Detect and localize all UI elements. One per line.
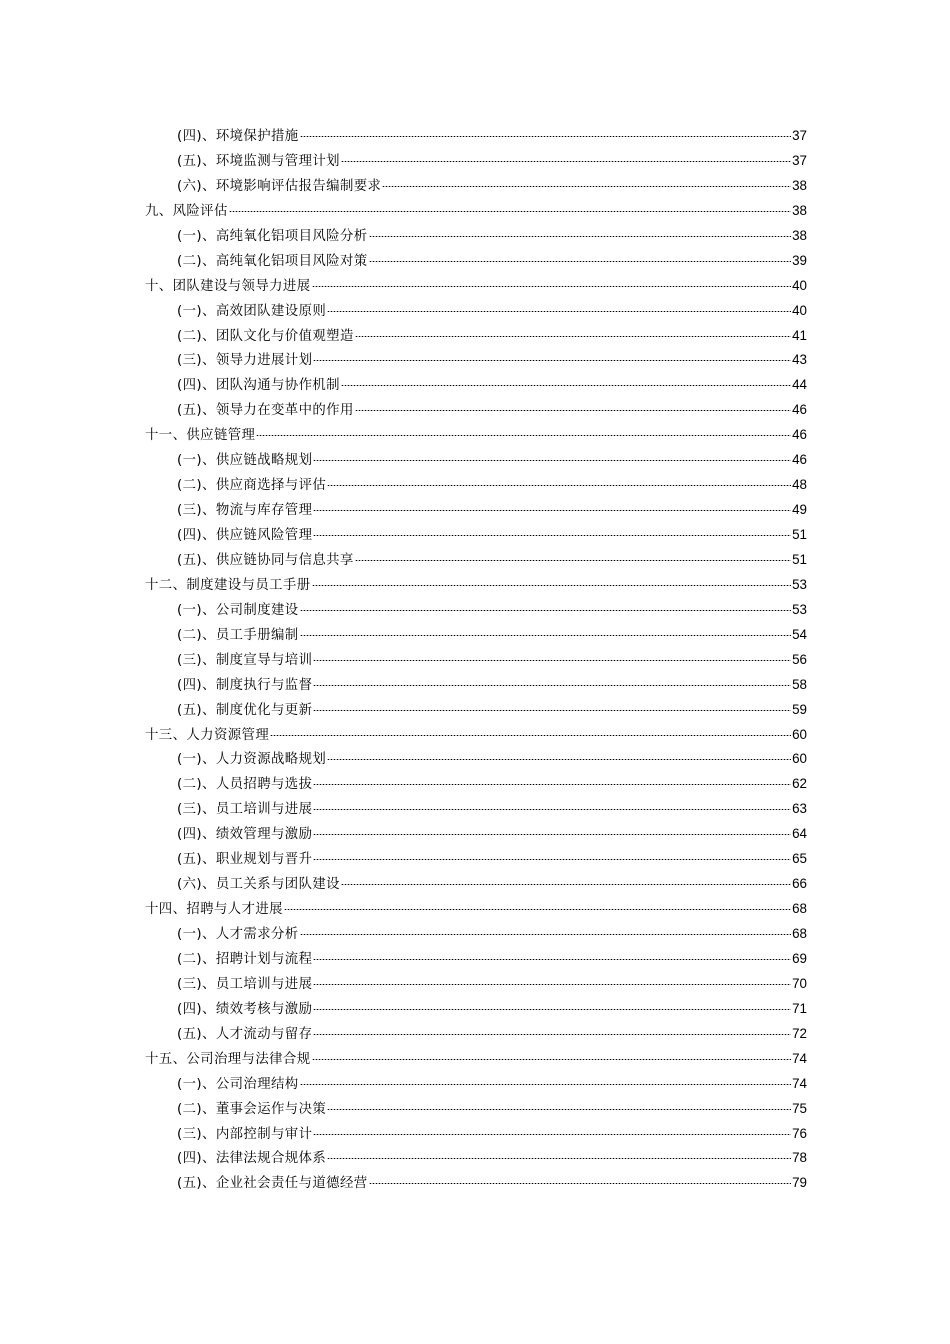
toc-section-entry[interactable]	[145, 348, 807, 373]
toc-dot-leader	[341, 161, 791, 162]
toc-page-number: 53	[792, 576, 807, 592]
toc-page-number: 38	[792, 202, 807, 218]
toc-dot-leader	[355, 336, 791, 337]
toc-section-entry[interactable]	[145, 473, 807, 498]
toc-page-number: 44	[792, 377, 807, 393]
toc-section-entry[interactable]	[145, 1097, 807, 1122]
toc-dot-leader	[256, 435, 791, 436]
toc-entry-title: (五)、人才流动与留存	[177, 1026, 313, 1042]
toc-dot-leader	[382, 186, 791, 187]
toc-section-entry[interactable]	[145, 698, 807, 723]
toc-section-entry[interactable]	[145, 997, 807, 1022]
toc-entry-title: (一)、公司治理结构	[177, 1076, 299, 1092]
toc-entry-title: 十、团队建设与领导力进展	[145, 278, 311, 294]
toc-entry-title: (一)、供应链战略规划	[177, 453, 313, 469]
toc-section-entry[interactable]	[145, 398, 807, 423]
toc-dot-leader	[300, 635, 792, 636]
toc-dot-leader	[327, 759, 791, 760]
toc-dot-leader	[313, 834, 791, 835]
toc-entry-title: (二)、员工手册编制	[177, 627, 299, 643]
toc-dot-leader	[313, 984, 791, 985]
toc-section-entry[interactable]	[145, 1022, 807, 1047]
toc-entry-title: (三)、制度宣导与培训	[177, 652, 313, 668]
toc-section-entry[interactable]	[145, 947, 807, 972]
toc-page-number: 56	[792, 651, 807, 667]
toc-dot-leader	[369, 261, 792, 262]
toc-page-number: 38	[792, 177, 807, 193]
toc-dot-leader	[327, 311, 791, 312]
toc-entry-title: (四)、制度执行与监督	[177, 677, 313, 693]
toc-chapter-entry[interactable]	[145, 897, 807, 922]
toc-entry-title: (四)、法律法规合规体系	[177, 1151, 327, 1167]
toc-section-entry[interactable]	[145, 972, 807, 997]
toc-entry-title: 十三、人力资源管理	[145, 727, 270, 743]
toc-page-number: 53	[792, 601, 807, 617]
toc-page-number: 72	[792, 1025, 807, 1041]
toc-entry-title: (二)、招聘计划与流程	[177, 951, 313, 967]
toc-page-number: 74	[792, 1075, 807, 1091]
toc-dot-leader	[313, 535, 791, 536]
toc-section-entry[interactable]	[145, 747, 807, 772]
toc-chapter-entry[interactable]	[145, 274, 807, 299]
toc-page-number: 37	[792, 128, 807, 143]
toc-entry-title: (三)、物流与库存管理	[177, 503, 313, 519]
toc-page-number: 66	[792, 876, 807, 892]
toc-section-entry[interactable]	[145, 598, 807, 623]
toc-entry-title: (一)、人力资源战略规划	[177, 752, 327, 768]
toc-dot-leader	[369, 236, 792, 237]
toc-entry-title: (四)、团队沟通与协作机制	[177, 378, 340, 394]
toc-page-number: 74	[792, 1050, 807, 1066]
toc-page-number: 63	[792, 801, 807, 817]
toc-page-number: 49	[792, 502, 807, 518]
toc-dot-leader	[312, 585, 792, 586]
toc-dot-leader	[300, 136, 792, 137]
toc-section-entry[interactable]	[145, 847, 807, 872]
toc-page-number: 51	[792, 527, 807, 542]
toc-entry-title: (五)、环境监测与管理计划	[177, 153, 340, 169]
toc-entry-title: 十一、供应链管理	[145, 428, 256, 444]
toc-entry-title: (三)、员工培训与进展	[177, 976, 313, 992]
toc-section-entry[interactable]	[145, 1072, 807, 1097]
toc-page-number: 51	[792, 551, 807, 567]
toc-dot-leader	[284, 909, 791, 910]
toc-section-entry[interactable]	[145, 1171, 807, 1196]
toc-entry-title: (五)、职业规划与晋升	[177, 852, 313, 868]
toc-entry-title: (四)、绩效管理与激励	[177, 827, 313, 843]
toc-entry-title: 十五、公司治理与法律合规	[145, 1051, 311, 1067]
toc-section-entry[interactable]	[145, 922, 807, 947]
toc-section-entry[interactable]	[145, 498, 807, 523]
toc-entry-title: (四)、供应链风险管理	[177, 528, 313, 543]
toc-page-number: 62	[792, 776, 807, 792]
toc-dot-leader	[313, 809, 791, 810]
toc-dot-leader	[341, 884, 791, 885]
toc-section-entry[interactable]	[145, 822, 807, 847]
toc-dot-leader	[313, 685, 791, 686]
toc-entry-title: (二)、高纯氧化铝项目风险对策	[177, 253, 368, 269]
toc-section-entry[interactable]	[145, 548, 807, 573]
toc-page-number: 40	[792, 302, 807, 318]
toc-dot-leader	[313, 360, 791, 361]
toc-chapter-entry[interactable]	[145, 723, 807, 748]
toc-entry-title: (一)、高效团队建设原则	[177, 303, 327, 319]
toc-page-number: 58	[792, 676, 807, 692]
toc-dot-leader	[312, 1059, 792, 1060]
toc-page-number: 71	[792, 1000, 807, 1016]
toc-section-entry[interactable]	[145, 174, 807, 199]
toc-page-number: 75	[792, 1100, 807, 1116]
toc-section-entry[interactable]	[145, 623, 807, 648]
toc-dot-leader	[327, 485, 791, 486]
toc-entry-title: 十四、招聘与人才进展	[145, 902, 283, 918]
toc-section-entry[interactable]	[145, 523, 807, 548]
toc-page-number: 38	[792, 227, 807, 243]
toc-entry-title: (三)、领导力进展计划	[177, 353, 313, 369]
toc-entry-title: (五)、制度优化与更新	[177, 702, 313, 718]
toc-entry-title: (三)、员工培训与进展	[177, 802, 313, 818]
toc-page-number: 68	[792, 901, 807, 917]
toc-entry-title: (五)、供应链协同与信息共享	[177, 552, 354, 568]
toc-dot-leader	[313, 1034, 791, 1035]
toc-chapter-entry[interactable]	[145, 199, 807, 224]
toc-page-number: 60	[792, 751, 807, 767]
toc-page-number: 76	[792, 1125, 807, 1141]
toc-dot-leader	[355, 410, 791, 411]
toc-dot-leader	[327, 1109, 791, 1110]
toc-page-number: 46	[792, 427, 807, 443]
toc-entry-title: (六)、员工关系与团队建设	[177, 877, 340, 893]
toc-page-number: 68	[792, 926, 807, 941]
toc-section-entry[interactable]	[145, 1122, 807, 1147]
toc-entry-title: (一)、高纯氧化铝项目风险分析	[177, 228, 368, 244]
toc-entry-title: (四)、环境保护措施	[177, 129, 299, 144]
toc-dot-leader	[341, 385, 791, 386]
toc-section-entry[interactable]	[145, 249, 807, 274]
toc-section-entry[interactable]	[145, 373, 807, 398]
toc-dot-leader	[313, 660, 791, 661]
toc-section-entry[interactable]	[145, 772, 807, 797]
toc-dot-leader	[313, 784, 791, 785]
toc-page-number: 70	[792, 975, 807, 991]
toc-entry-title: 九、风险评估	[145, 203, 228, 219]
toc-entry-title: 十二、制度建设与员工手册	[145, 577, 311, 593]
toc-entry-title: (五)、领导力在变革中的作用	[177, 403, 354, 419]
toc-page-number: 48	[792, 477, 807, 493]
toc-dot-leader	[313, 710, 791, 711]
toc-page-number: 46	[792, 452, 807, 468]
toc-chapter-entry[interactable]	[145, 423, 807, 448]
toc-page-number: 79	[792, 1175, 807, 1191]
toc-page-number: 78	[792, 1150, 807, 1166]
toc-section-entry[interactable]	[145, 648, 807, 673]
toc-section-entry[interactable]	[145, 149, 807, 174]
toc-page-number: 69	[792, 950, 807, 966]
toc-entry-title: (三)、内部控制与审计	[177, 1126, 313, 1142]
toc-page-number: 60	[792, 726, 807, 742]
toc-section-entry[interactable]	[145, 797, 807, 822]
toc-entry-title: (四)、绩效考核与激励	[177, 1001, 313, 1017]
toc-chapter-entry[interactable]	[145, 1047, 807, 1072]
toc-entry-title: (一)、人才需求分析	[177, 927, 299, 942]
toc-section-entry[interactable]	[145, 448, 807, 473]
toc-section-entry[interactable]	[145, 324, 807, 349]
toc-section-entry[interactable]	[145, 673, 807, 698]
toc-page-number: 37	[792, 152, 807, 168]
toc-dot-leader	[300, 934, 792, 935]
toc-entry-title: (六)、环境影响评估报告编制要求	[177, 178, 382, 194]
toc-dot-leader	[313, 959, 791, 960]
toc-dot-leader	[313, 859, 791, 860]
toc-page-number: 43	[792, 352, 807, 368]
toc-dot-leader	[313, 1134, 791, 1135]
toc-dot-leader	[270, 735, 791, 736]
toc-section-entry[interactable]	[145, 224, 807, 249]
toc-dot-leader	[313, 1009, 791, 1010]
toc-page-number: 64	[792, 826, 807, 842]
toc-dot-leader	[300, 1084, 792, 1085]
toc-dot-leader	[312, 286, 792, 287]
toc-page-number: 46	[792, 402, 807, 418]
toc-page-number: 59	[792, 701, 807, 717]
toc-section-entry[interactable]	[145, 872, 807, 897]
toc-dot-leader	[369, 1183, 792, 1184]
toc-page-number: 54	[792, 626, 807, 642]
toc-entry-title: (二)、董事会运作与决策	[177, 1101, 327, 1117]
toc-entry-title: (二)、人员招聘与选拔	[177, 777, 313, 793]
toc-page-number: 65	[792, 851, 807, 867]
toc-entry-title: (一)、公司制度建设	[177, 602, 299, 618]
table-of-contents	[145, 124, 807, 1196]
toc-entry-title: (五)、企业社会责任与道德经营	[177, 1176, 368, 1192]
toc-page-number: 41	[792, 327, 807, 343]
toc-dot-leader	[300, 610, 792, 611]
toc-section-entry[interactable]	[145, 299, 807, 324]
toc-chapter-entry[interactable]	[145, 573, 807, 598]
toc-entry-title: (二)、供应商选择与评估	[177, 478, 327, 494]
toc-page-number: 40	[792, 277, 807, 293]
toc-section-entry[interactable]	[145, 1146, 807, 1171]
toc-dot-leader	[327, 1158, 791, 1159]
toc-dot-leader	[313, 460, 791, 461]
toc-dot-leader	[229, 211, 791, 212]
toc-entry-title: (二)、团队文化与价值观塑造	[177, 328, 354, 344]
toc-dot-leader	[313, 510, 791, 511]
toc-dot-leader	[355, 560, 791, 561]
toc-section-entry[interactable]	[145, 124, 807, 149]
toc-page-number: 39	[792, 252, 807, 268]
